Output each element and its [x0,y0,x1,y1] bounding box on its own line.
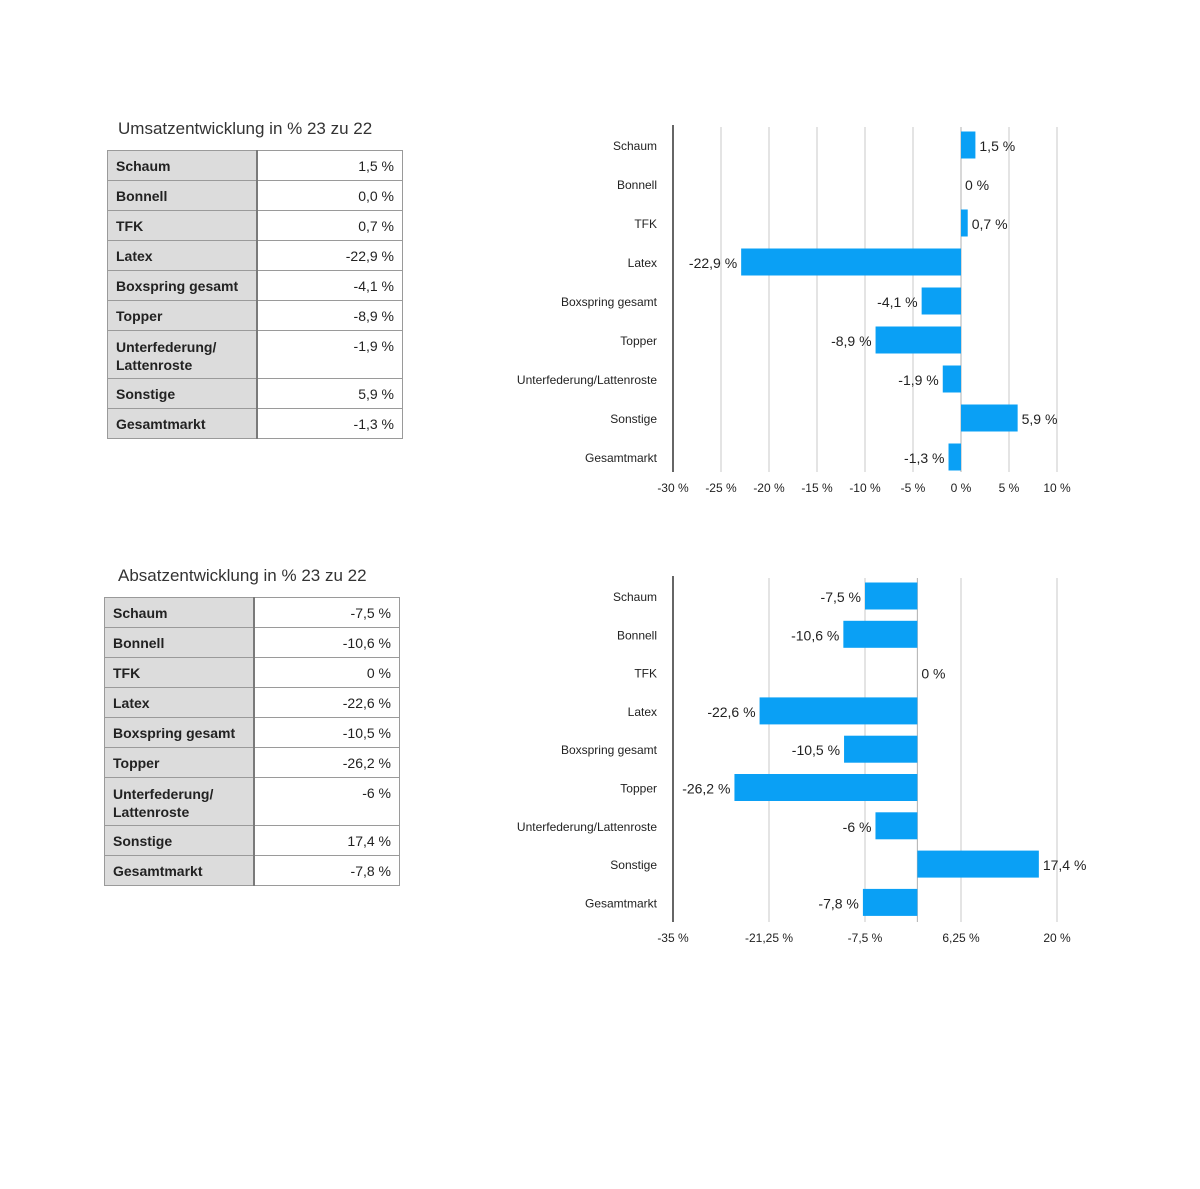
bar [863,889,917,916]
table-title: Absatzentwicklung in % 23 zu 22 [118,566,367,585]
bar [876,327,961,354]
data-label: -8,9 % [831,333,872,349]
data-label: -26,2 % [682,780,731,797]
data-label: -10,6 % [791,627,840,644]
data-label: 17,4 % [1042,857,1087,874]
row-value: -1,3 % [257,409,403,439]
row-label: Bonnell [105,628,255,658]
row-value: -10,5 % [254,718,400,748]
data-label: 1,5 % [979,138,1016,154]
row-value: 17,4 % [254,826,400,856]
row-label: Topper [108,301,258,331]
data-label: 5,9 % [1021,411,1058,427]
data-label: -6 % [842,818,872,835]
row-value: -6 % [254,778,400,826]
data-label: -7,5 % [820,589,861,605]
category-label: Schaum [612,590,657,604]
x-tick-label: -5 % [900,481,926,495]
row-label: Schaum [108,151,258,181]
x-tick-label: -25 % [705,481,737,495]
data-label: 0 % [921,665,946,682]
x-tick-label: -10 % [849,481,881,495]
bar [875,812,917,839]
category-label: Topper [620,334,657,348]
row-value: -10,6 % [254,628,400,658]
data-label: -10,5 % [791,742,841,759]
category-label: Unterfederung/Lattenroste [516,819,657,834]
data-label: -1,9 % [898,372,939,388]
bar [844,736,917,763]
x-tick-label: 10 % [1043,481,1071,495]
category-label: Sonstige [610,412,657,426]
row-value: -7,5 % [254,598,400,628]
row-value: -26,2 % [254,748,400,778]
bar [760,697,918,724]
x-tick-label: 5 % [998,481,1020,495]
data-label: -22,9 % [688,255,738,271]
row-label: Unterfederung/ Lattenroste [105,778,255,826]
category-label: Latex [627,704,657,719]
bar [961,132,975,159]
row-label: Boxspring gesamt [105,718,255,748]
category-label: Schaum [612,139,657,153]
row-label: TFK [105,658,255,688]
x-tick-label: -35 % [657,931,689,945]
x-tick-label: -15 % [801,481,833,495]
bar [922,288,961,315]
x-tick-label: 20 % [1043,931,1071,945]
x-tick-label: 0 % [950,481,972,495]
row-value: 0 % [254,658,400,688]
category-label: TFK [634,217,657,231]
row-label: Bonnell [108,181,258,211]
bar [917,851,1038,878]
category-label: Boxspring gesamt [560,743,657,758]
row-label: Sonstige [108,379,258,409]
bar [843,621,917,648]
row-label: Latex [108,241,258,271]
row-label: Gesamtmarkt [108,409,258,439]
category-label: Gesamtmarkt [584,451,657,465]
category-label: Gesamtmarkt [584,896,657,911]
category-label: Bonnell [616,178,657,192]
sales-volume-bar-chart [0,440,1200,1000]
row-value: -4,1 % [257,271,403,301]
x-tick-label: -21,25 % [744,931,794,945]
row-label: TFK [108,211,258,241]
data-label: -22,6 % [707,703,756,720]
bar [741,249,961,276]
data-label: -4,1 % [877,294,918,310]
category-label: Unterfederung/Lattenroste [516,373,657,387]
bar [943,366,961,393]
category-label: Sonstige [610,858,657,873]
data-label: 0 % [965,177,990,193]
row-label: Schaum [105,598,255,628]
row-label: Boxspring gesamt [108,271,258,301]
category-label: Latex [627,256,657,270]
x-tick-label: -30 % [657,481,689,495]
table-title: Umsatzentwicklung in % 23 zu 22 [118,119,373,138]
data-label: -7,8 % [818,895,859,912]
bar [865,583,917,610]
x-tick-label: -20 % [753,481,785,495]
bar [734,774,917,801]
x-tick-label: 6,25 % [942,931,980,945]
row-value: 1,5 % [257,151,403,181]
row-value: -22,9 % [257,241,403,271]
data-label: -1,3 % [904,450,945,466]
category-label: Bonnell [616,628,657,643]
row-value: -22,6 % [254,688,400,718]
row-label: Sonstige [105,826,255,856]
row-label: Topper [105,748,255,778]
x-tick-label: -7,5 % [847,931,883,945]
category-label: TFK [634,666,657,681]
bar [961,405,1018,432]
row-label: Latex [105,688,255,718]
row-label: Gesamtmarkt [105,856,255,886]
row-value: -1,9 % [257,331,403,379]
row-value: -8,9 % [257,301,403,331]
row-value: 0,7 % [257,211,403,241]
category-label: Boxspring gesamt [560,295,657,309]
bar [961,210,968,237]
row-label: Unterfederung/ Lattenroste [108,331,258,379]
data-label: 0,7 % [971,216,1008,232]
category-label: Topper [620,781,657,796]
row-value: 5,9 % [257,379,403,409]
row-value: -7,8 % [254,856,400,886]
row-value: 0,0 % [257,181,403,211]
